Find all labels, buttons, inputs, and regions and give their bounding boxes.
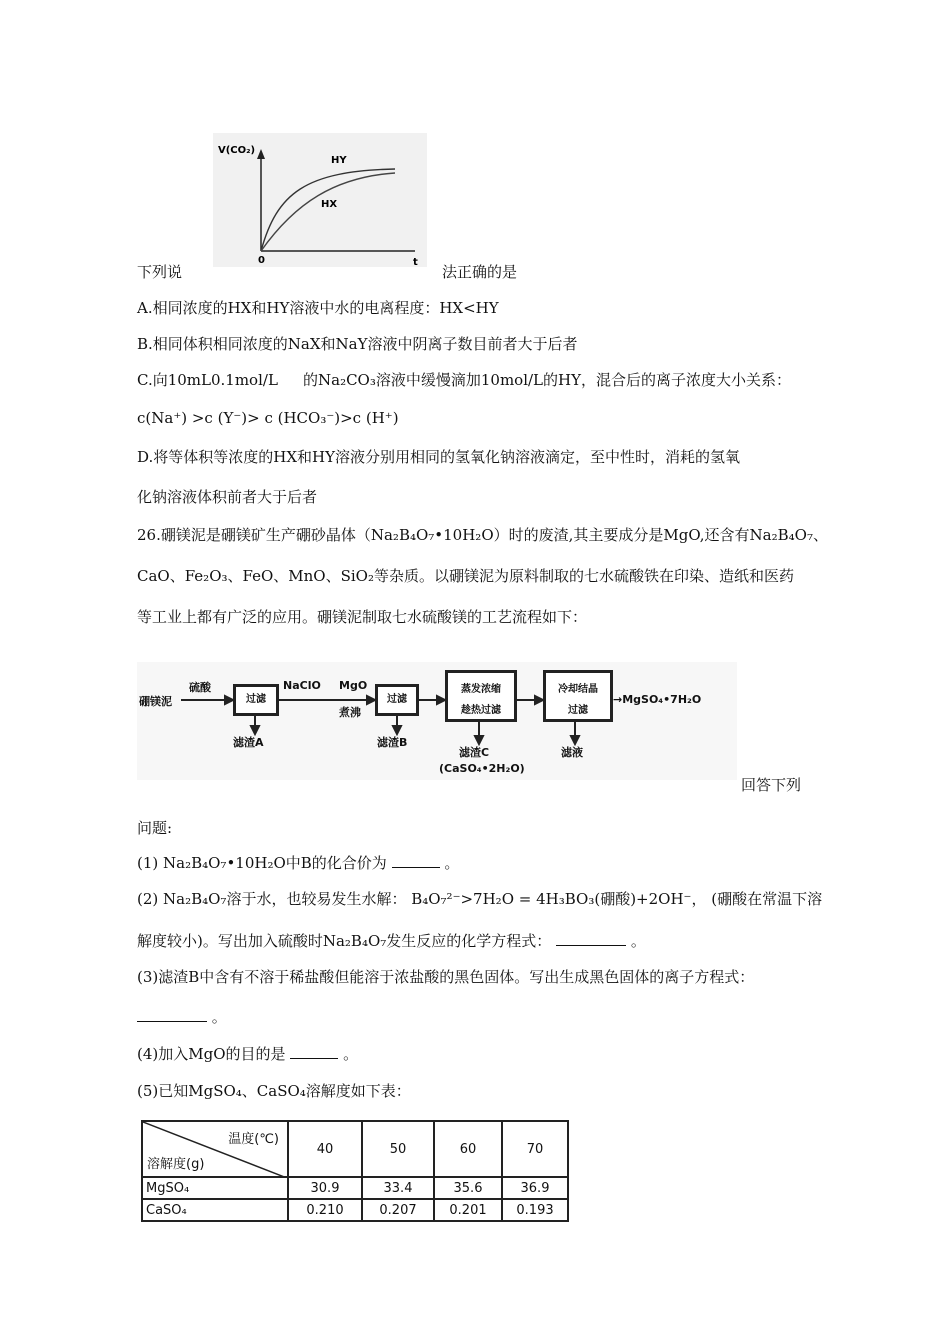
curve-hy — [261, 169, 395, 251]
table-header-row — [142, 1121, 568, 1177]
q26-para1: 26.硼镁泥是硼镁矿生产硼砂晶体（Na₂B₄O₇•10H₂O）时的废渣,其主要成分是MgO,还含有Na₂B₄O₇、 — [137, 526, 828, 544]
sub-question-3b-end: 。 — [211, 1008, 227, 1026]
sub-question-5: (5)已知MgSO₄、CaSO₄溶解度如下表： — [137, 1082, 411, 1100]
answer-prompt-tail: 回答下列 — [741, 776, 802, 794]
flow-residue-c-note: (CaSO₄•2H₂O) — [439, 762, 525, 775]
sub-question-3a: (3)滤渣B中含有不溶于稀盐酸但能溶于浓盐酸的黑色固体。写出生成黑色固体的离子方程式： — [137, 968, 755, 986]
option-d-part1: D.将等体积等浓度的HX和HY溶液分别用相同的氢氧化钠溶液滴定，至中性时，消耗的氢氧 — [137, 448, 741, 466]
flow-naclo-label: NaClO — [283, 679, 321, 692]
temp-header: 40 — [288, 1121, 362, 1177]
sub-question-2b — [137, 930, 646, 951]
option-d-part2: 化钠溶液体积前者大于后者 — [137, 488, 318, 506]
flow-evaporate-label: 蒸发浓缩 — [461, 684, 501, 695]
table-cell: 30.9 — [288, 1177, 362, 1199]
sub-question-2a: (2) Na₂B₄O₇溶于水，也较易发生水解： B₄O₇²⁻>7H₂O = 4H₃BO₃(硼酸)+2OH⁻， (硼酸在常温下溶 — [137, 890, 823, 908]
flow-acid-label: 硫酸 — [189, 681, 211, 694]
temp-header: 70 — [502, 1121, 568, 1177]
option-c-part2: 的Na₂CO₃溶液中缓慢滴加10mol/L的HY，混合后的离子浓度大小关系： — [303, 371, 792, 389]
curve-hx — [261, 173, 395, 251]
option-a: A.相同浓度的HX和HY溶液中水的电离程度：HX<HY — [137, 299, 499, 317]
table-cell: 0.193 — [502, 1199, 568, 1221]
table-cell: 0.210 — [288, 1199, 362, 1221]
sub-question-4-end: 。 — [343, 1045, 359, 1063]
q26-para2: CaO、Fe₂O₃、FeO、MnO、SiO₂等杂质。以硼镁泥为原料制取的七水硫酸铁在印染、造纸和医药 — [137, 567, 794, 585]
answer-prompt-head: 问题: — [137, 819, 173, 837]
table-cell: 36.9 — [502, 1177, 568, 1199]
sub-question-4-text: (4)加入MgO的目的是 — [137, 1045, 286, 1063]
flow-crystallize-label: 冷却结晶 — [558, 684, 598, 695]
answer-blank-4[interactable] — [290, 1044, 338, 1059]
flow-product-label: →MgSO₄•7H₂O — [613, 693, 702, 706]
option-c-part3: c(Na⁺) >c (Y⁻)> c (HCO₃⁻)>c (H⁺) — [137, 409, 399, 427]
question-stem-right: 法正确的是 — [442, 263, 518, 281]
table-row — [142, 1177, 568, 1199]
table-cell: 0.207 — [362, 1199, 434, 1221]
answer-blank-2[interactable] — [556, 931, 626, 946]
sub-question-2b-end: 。 — [630, 932, 646, 950]
flow-residue-a: 滤渣A — [233, 736, 264, 749]
table-cell: 35.6 — [434, 1177, 502, 1199]
curve-hy-label: HY — [331, 155, 347, 166]
y-axis-arrow — [257, 149, 265, 159]
answer-blank-3[interactable] — [137, 1007, 207, 1022]
flow-residue-b: 滤渣B — [377, 736, 408, 749]
co2-graph-svg — [213, 133, 427, 267]
header-temperature: 温度(℃) — [228, 1132, 279, 1147]
sub-question-1 — [137, 852, 459, 873]
sub-question-4 — [137, 1043, 358, 1064]
origin-label: 0 — [258, 255, 265, 266]
header-solubility: 溶解度(g) — [147, 1157, 205, 1172]
flow-evaporate-box — [445, 670, 517, 722]
answer-blank-1[interactable] — [392, 853, 440, 868]
sub-question-1-end: 。 — [444, 854, 460, 872]
question-stem-left: 下列说 — [137, 263, 183, 281]
flow-filter-1: 过滤 — [233, 684, 279, 716]
q26-para3: 等工业上都有广泛的应用。硼镁泥制取七水硫酸镁的工艺流程如下： — [137, 608, 588, 626]
solubility-table — [141, 1120, 569, 1222]
temp-header: 60 — [434, 1121, 502, 1177]
sub-question-2b-text: 解度较小)。写出加入硫酸时Na₂B₄O₇发生反应的化学方程式： — [137, 932, 552, 950]
flow-start-label: 硼镁泥 — [139, 695, 172, 708]
table-row — [142, 1199, 568, 1221]
sub-question-3b — [137, 1006, 227, 1027]
x-axis-label: t — [413, 257, 418, 267]
flow-filter-2: 过滤 — [375, 684, 419, 716]
flow-boil-label: 煮沸 — [339, 706, 361, 719]
row-label: MgSO₄ — [142, 1177, 288, 1199]
row-label: CaSO₄ — [142, 1199, 288, 1221]
flow-filtrate: 滤液 — [561, 746, 583, 759]
table-cell: 0.201 — [434, 1199, 502, 1221]
sub-question-1-text: (1) Na₂B₄O₇•10H₂O中B的化合价为 — [137, 854, 387, 872]
table-cell: 33.4 — [362, 1177, 434, 1199]
y-axis-label: V(CO₂) — [218, 145, 256, 156]
flow-residue-c: 滤渣C — [459, 746, 490, 759]
curve-hx-label: HX — [321, 199, 338, 210]
temp-header: 50 — [362, 1121, 434, 1177]
flow-filter-3-label: 过滤 — [568, 705, 588, 716]
flow-crystallize-box — [543, 670, 613, 722]
option-b: B.相同体积相同浓度的NaX和NaY溶液中阴离子数目前者大于后者 — [137, 335, 578, 353]
table-diagonal-header — [142, 1121, 288, 1177]
option-c-part1: C.向10mL0.1mol/L — [137, 371, 278, 389]
flow-hot-filter-label: 趁热过滤 — [461, 705, 501, 716]
flow-arrows — [137, 662, 737, 780]
flow-mgo-label: MgO — [339, 679, 368, 692]
process-flowchart — [137, 662, 737, 780]
co2-volume-graph — [213, 133, 427, 267]
